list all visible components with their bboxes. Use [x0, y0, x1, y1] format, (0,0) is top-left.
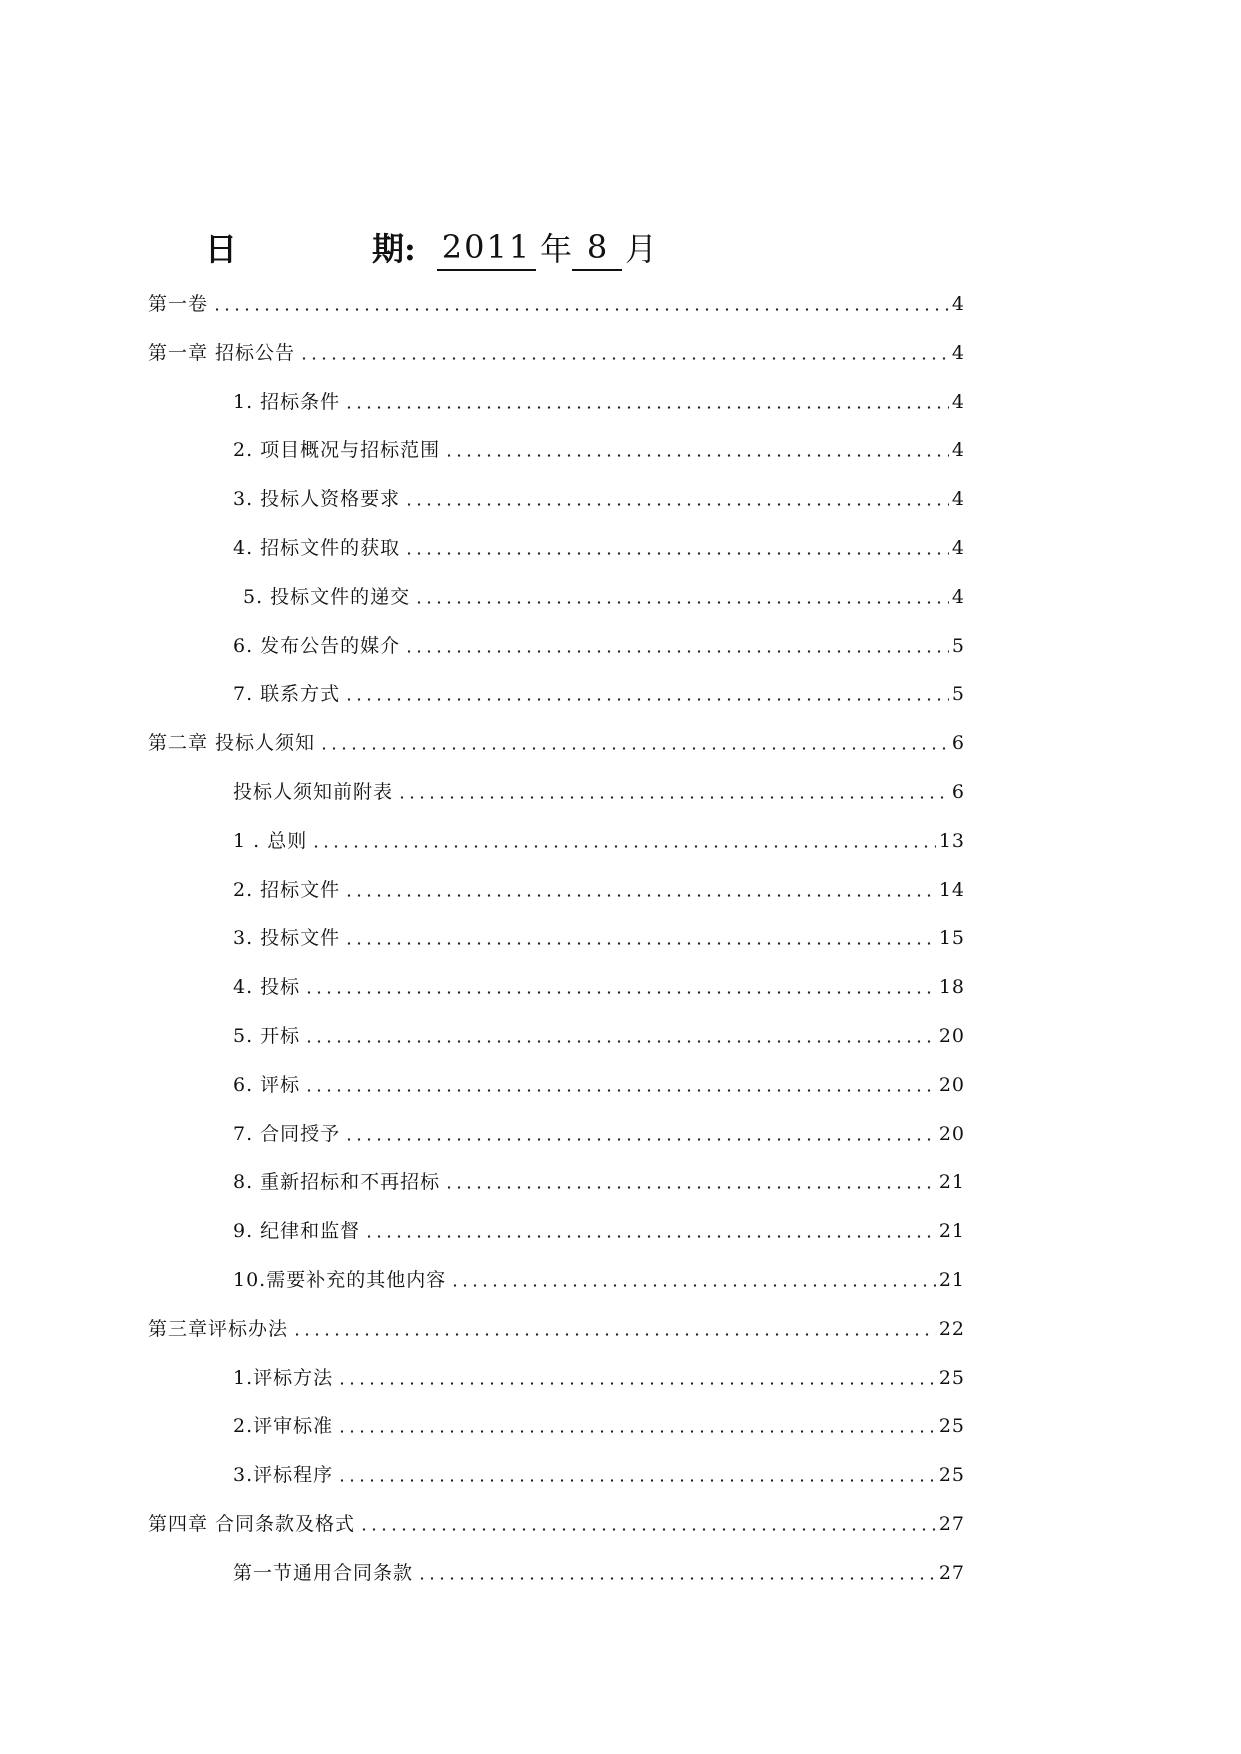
toc-dot-leader	[299, 357, 949, 360]
toc-dot-leader	[344, 1138, 936, 1141]
toc-entry-title: 5. 开标	[233, 1025, 301, 1047]
toc-dot-leader	[444, 1186, 936, 1189]
toc-entry-title: 6. 发布公告的媒介	[233, 635, 401, 657]
toc-entry-page: 25	[938, 1367, 965, 1389]
toc-entry[interactable]	[233, 826, 965, 856]
toc-entry-page: 21	[938, 1171, 965, 1193]
toc-dot-leader	[337, 1382, 936, 1385]
toc-dot-leader	[404, 552, 949, 555]
toc-entry-page: 21	[938, 1220, 965, 1242]
toc-entry[interactable]	[148, 1509, 965, 1539]
toc-entry-page: 4	[951, 293, 965, 315]
toc-entry-page: 21	[938, 1269, 965, 1291]
toc-dot-leader	[344, 942, 936, 945]
toc-dot-leader	[344, 406, 949, 409]
toc-entry[interactable]	[233, 533, 965, 563]
toc-dot-leader	[417, 1577, 936, 1580]
toc-entry-page: 6	[951, 781, 965, 803]
toc-entry[interactable]	[233, 923, 965, 953]
toc-entry[interactable]	[233, 1119, 965, 1149]
toc-dot-leader	[212, 308, 949, 311]
toc-entry-title: 5. 投标文件的递交	[243, 586, 411, 608]
toc-entry-page: 4	[951, 488, 965, 510]
toc-entry[interactable]	[233, 435, 965, 465]
toc-entry-title: 2. 招标文件	[233, 879, 341, 901]
toc-entry[interactable]	[233, 1216, 965, 1246]
toc-dot-leader	[337, 1479, 936, 1482]
toc-entry-title: 第二章 投标人须知	[148, 732, 316, 754]
toc-entry-title: 1.评标方法	[233, 1367, 334, 1389]
toc-entry-title: 第四章 合同条款及格式	[148, 1513, 356, 1535]
toc-entry-page: 4	[951, 342, 965, 364]
toc-entry[interactable]	[233, 1558, 965, 1588]
date-year: 2011	[437, 225, 536, 271]
toc-entry[interactable]	[233, 875, 965, 905]
toc-entry-title: 7. 联系方式	[233, 683, 341, 705]
toc-entry-title: 4. 投标	[233, 976, 301, 998]
toc-entry-page: 14	[938, 879, 965, 901]
date-year-unit: 年	[540, 230, 573, 268]
toc-entry[interactable]	[233, 1167, 965, 1197]
toc-dot-leader	[292, 1333, 936, 1336]
toc-entry-title: 6. 评标	[233, 1074, 301, 1096]
toc-dot-leader	[450, 1284, 936, 1287]
toc-dot-leader	[344, 894, 936, 897]
toc-entry-page: 27	[938, 1513, 965, 1535]
toc-entry[interactable]	[233, 1460, 965, 1490]
date-month-unit: 月	[625, 230, 658, 268]
toc-dot-leader	[359, 1528, 936, 1531]
toc-entry[interactable]	[233, 387, 965, 417]
toc-entry-title: 4. 招标文件的获取	[233, 537, 401, 559]
toc-entry[interactable]	[233, 1021, 965, 1051]
toc-entry-page: 6	[951, 732, 965, 754]
toc-dot-leader	[304, 991, 936, 994]
toc-dot-leader	[337, 1430, 936, 1433]
toc-entry-page: 4	[951, 439, 965, 461]
toc-entry[interactable]	[233, 631, 965, 661]
toc-entry-title: 投标人须知前附表	[233, 781, 394, 803]
toc-dot-leader	[404, 503, 949, 506]
toc-entry[interactable]	[233, 1411, 965, 1441]
toc-entry-page: 25	[938, 1415, 965, 1437]
toc-entry-page: 20	[938, 1025, 965, 1047]
toc-entry-title: 第三章评标办法	[148, 1318, 289, 1340]
toc-dot-leader	[397, 796, 949, 799]
toc-entry-page: 20	[938, 1123, 965, 1145]
toc-entry-page: 20	[938, 1074, 965, 1096]
toc-dot-leader	[304, 1089, 936, 1092]
date-label-qi: 期:	[372, 230, 416, 268]
toc-entry-title: 7. 合同授予	[233, 1123, 341, 1145]
toc-entry-title: 9. 纪律和监督	[233, 1220, 361, 1242]
toc-entry-title: 1. 招标条件	[233, 391, 341, 413]
toc-entry[interactable]	[233, 679, 965, 709]
toc-entry[interactable]	[233, 777, 965, 807]
toc-entry[interactable]	[243, 582, 965, 612]
toc-entry[interactable]	[233, 972, 965, 1002]
toc-entry-page: 15	[938, 927, 965, 949]
toc-entry-page: 4	[951, 586, 965, 608]
toc-entry-title: 第一节通用合同条款	[233, 1562, 414, 1584]
toc-entry[interactable]	[233, 1070, 965, 1100]
toc-entry-title: 8. 重新招标和不再招标	[233, 1171, 441, 1193]
toc-entry[interactable]	[233, 484, 965, 514]
toc-entry[interactable]	[148, 728, 965, 758]
toc-entry[interactable]	[148, 338, 965, 368]
toc-entry-page: 5	[951, 683, 965, 705]
toc-entry-page: 4	[951, 537, 965, 559]
toc-entry-title: 3. 投标文件	[233, 927, 341, 949]
toc-dot-leader	[444, 454, 949, 457]
toc-dot-leader	[304, 1040, 936, 1043]
toc-entry-title: 第一卷	[148, 293, 209, 315]
toc-entry[interactable]	[148, 289, 965, 319]
toc-entry-page: 4	[951, 391, 965, 413]
date-month: 8	[572, 225, 622, 271]
toc-dot-leader	[344, 698, 949, 701]
date-label-ri: 日	[205, 230, 238, 268]
toc-entry-page: 18	[938, 976, 965, 998]
toc-entry-title: 1 . 总则	[233, 830, 308, 852]
toc-entry[interactable]	[233, 1265, 965, 1295]
toc-entry-page: 22	[938, 1318, 965, 1340]
toc-entry-title: 3. 投标人资格要求	[233, 488, 401, 510]
toc-dot-leader	[404, 650, 949, 653]
toc-entry-title: 第一章 招标公告	[148, 342, 296, 364]
toc-entry-page: 13	[938, 830, 965, 852]
toc-entry-title: 10.需要补充的其他内容	[233, 1269, 447, 1291]
toc-entry-page: 25	[938, 1464, 965, 1486]
toc-dot-leader	[311, 845, 936, 848]
toc-entry-title: 2. 项目概况与招标范围	[233, 439, 441, 461]
toc-entry-page: 5	[951, 635, 965, 657]
toc-entry-title: 2.评审标准	[233, 1415, 334, 1437]
toc-entry-title: 3.评标程序	[233, 1464, 334, 1486]
toc-dot-leader	[414, 601, 949, 604]
toc-entry-page: 27	[938, 1562, 965, 1584]
toc-dot-leader	[364, 1235, 936, 1238]
toc-dot-leader	[319, 747, 949, 750]
toc-entry[interactable]	[148, 1314, 965, 1344]
toc-entry[interactable]	[233, 1363, 965, 1393]
